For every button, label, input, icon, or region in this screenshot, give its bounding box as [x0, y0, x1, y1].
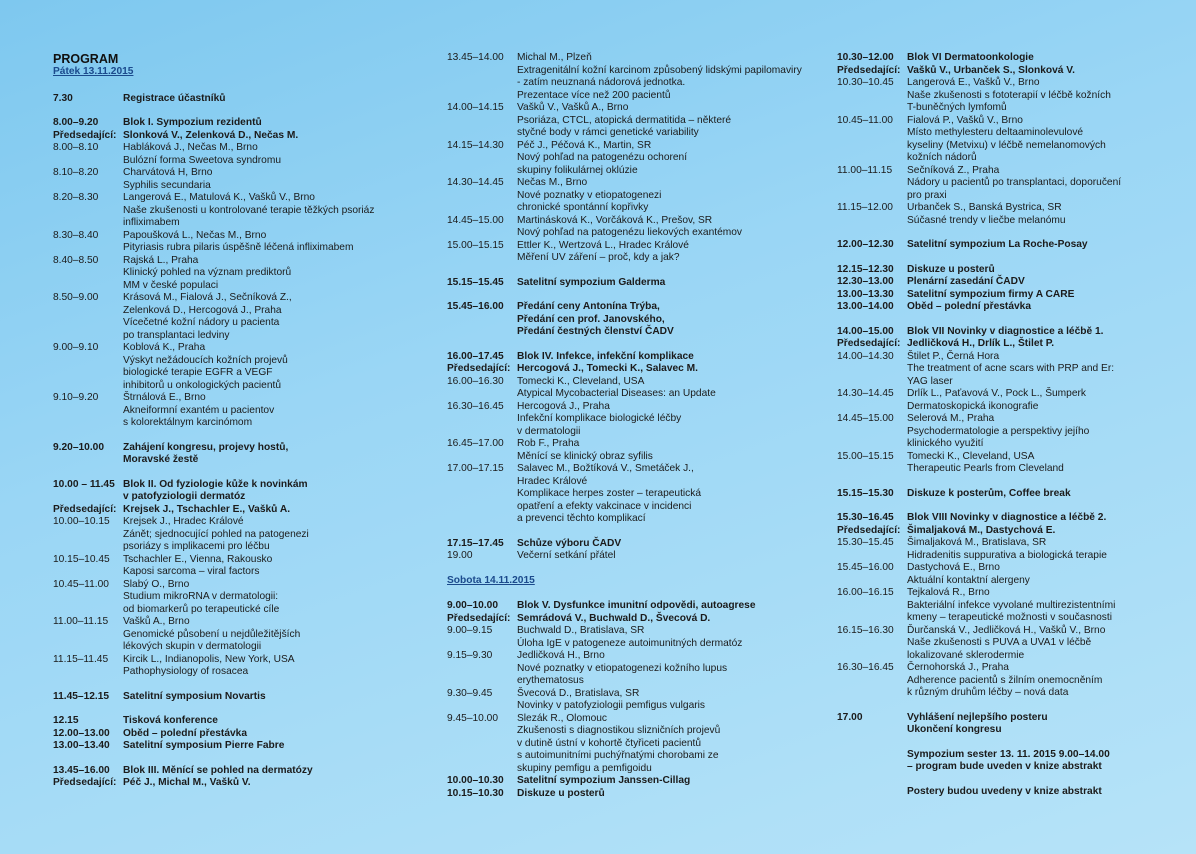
entry-time: 10.00 – 11.45 [53, 478, 115, 490]
entry-time: 16.00–17.45 [447, 350, 504, 362]
entry-description: Satelitní sympozium Galderma [517, 276, 666, 288]
schedule-entry [447, 650, 807, 688]
spacer [447, 265, 807, 277]
entry-description: Vyhlášení nejlepšího posteru Ukončení kongresu [907, 711, 1048, 735]
program-column-1 [53, 52, 413, 790]
entry-description: Salavec M., Božtíková V., Smetáček J., Hradec Králové Komplikace herpes zoster – terapeutická opatření a efekty vakcinace v incidenci a prevenci těchto komplikací [517, 463, 702, 524]
entry-time: 9.30–9.45 [447, 687, 493, 699]
day-heading-friday: Pátek 13.11.2015 [53, 66, 134, 77]
schedule-entry [837, 562, 1196, 587]
entry-description: Krásová M., Fialová J., Sečníková Z., Zelenková D., Hercogová J., Praha Vícečetné kožní nádory u pacienta po transplantaci ledviny [123, 292, 292, 341]
entry-time: 13.45–14.00 [447, 52, 504, 63]
schedule-entry [837, 413, 1196, 451]
schedule-entry [837, 289, 1196, 302]
spacer [447, 289, 807, 301]
entry-time: 12.00–13.00 [53, 727, 110, 739]
entry-description: Habláková J., Nečas M., Brno Bulózní forma Sweetova syndromu [123, 142, 281, 166]
schedule-entry [53, 777, 413, 790]
entry-time: 14.00–14.15 [447, 102, 504, 113]
schedule-entry [447, 401, 807, 439]
entry-time: 14.15–14.30 [447, 139, 504, 151]
entry-description: Selerová M., Praha Psychodermatologie a perspektivy jejího klinického využití [907, 413, 1090, 449]
entry-description: Vašků V., Vašků A., Brno Psoriáza, CTCL, atopická dermatitida – některé styčné body v rámci genetické variability [517, 102, 732, 138]
entry-description: Tejkalová R., Brno Bakteriální infekce vyvolané multirezistentními kmeny – terapeutické možnosti v současnosti [907, 587, 1116, 623]
entry-time: 14.45–15.00 [837, 413, 894, 424]
entry-time: 15.00–15.15 [447, 239, 504, 251]
entry-time: 9.00–9.15 [447, 625, 493, 636]
spacer [837, 774, 1196, 786]
entry-description: Štrnálová E., Brno Akneiformní exantém u pacientov s kolorektálnym karcinómom [123, 392, 275, 428]
spacer [447, 563, 807, 575]
spacer [53, 105, 413, 117]
entry-description: Krejsek J., Tschachler E., Vašků A. [123, 503, 291, 515]
schedule-entry [837, 512, 1196, 525]
schedule-entry [837, 326, 1196, 339]
entry-time: Předsedající: [53, 777, 117, 788]
schedule-entry [447, 215, 807, 240]
spacer [837, 314, 1196, 326]
schedule-entry [447, 363, 807, 376]
entry-time: 12.00–12.30 [837, 239, 894, 250]
schedule-entry [837, 301, 1196, 314]
schedule-entry [447, 177, 807, 215]
schedule-entry [447, 613, 807, 626]
schedule-entry [53, 192, 413, 230]
entry-time: 7.30 [53, 92, 73, 104]
entry-time: Předsedající: [837, 338, 901, 349]
schedule-entry [447, 277, 807, 290]
entry-time: Předsedající: [53, 129, 117, 141]
entry-time: 12.30–13.00 [837, 276, 894, 287]
schedule-entry [53, 554, 413, 579]
program-column-2 [447, 52, 807, 800]
entry-description: Slonková V., Zelenková D., Nečas M. [123, 129, 299, 141]
schedule-entry [53, 715, 413, 728]
entry-description: Nečas M., Brno Nové poznatky v etiopatogenezi chronické spontánní kopřivky [517, 177, 662, 213]
entry-description: Martinásková K., Vorčáková K., Prešov, SR Nový pohľad na patogenézu liekových exantémov [517, 214, 742, 238]
entry-description: Jedličková H., Brno Nové poznatky v etiopatogenezi kožního lupus erythematosus [517, 650, 728, 686]
entry-time: Předsedající: [447, 612, 511, 624]
schedule-entry [53, 579, 413, 617]
schedule-entry [837, 239, 1196, 252]
schedule-entry [447, 463, 807, 526]
entry-time: 8.00–8.10 [53, 142, 99, 153]
schedule-entry [447, 713, 807, 776]
schedule-entry [837, 587, 1196, 625]
schedule-entry [447, 301, 807, 339]
schedule-entry [53, 442, 413, 467]
entry-description: Štilet P., Černá Hora The treatment of acne scars with PRP and Er: YAG laser [907, 350, 1115, 387]
entry-time: 11.00–11.15 [53, 616, 109, 627]
schedule-entry [53, 479, 413, 504]
entry-description: Večerní setkání přátel [517, 550, 616, 561]
entry-description: Jedličková H., Drlík L., Štilet P. [907, 338, 1055, 349]
schedule-entry [53, 142, 413, 167]
schedule-entry [447, 538, 807, 551]
entry-time: 17.15–17.45 [447, 537, 504, 549]
entry-description: Koblová K., Praha Výskyt nežádoucích kožních projevů biologické terapie EGFR a VEGF inhibitorů u onkologických pacientů [123, 342, 288, 391]
entry-time: Předsedající: [837, 524, 901, 536]
schedule-entry [53, 616, 413, 654]
entry-description: Postery budou uvedeny v knize abstrakt [907, 785, 1102, 797]
schedule-entry [447, 351, 807, 364]
entry-description: Blok I. Sympozium rezidentů [123, 117, 262, 128]
schedule-entry [447, 625, 807, 650]
schedule-entry [447, 140, 807, 178]
entry-time: 15.45–16.00 [447, 301, 504, 312]
schedule-entry [53, 654, 413, 679]
schedule-entry [837, 115, 1196, 165]
entry-time: 9.10–9.20 [53, 392, 99, 403]
entry-description: Vašků V., Urbanček S., Slonková V. [907, 64, 1075, 76]
schedule-entry [837, 786, 1196, 799]
entry-description: Blok VII Novinky v diagnostice a léčbě 1. [907, 325, 1104, 337]
entry-time: 15.30–16.45 [837, 512, 894, 523]
entry-time: 19.00 [447, 550, 473, 561]
entry-description: Šimaljaková M., Dastychová E. [907, 524, 1056, 536]
entry-time: 16.45–17.00 [447, 438, 504, 449]
entry-description: Dastychová E., Brno Aktuální kontaktní alergeny [907, 562, 1030, 586]
schedule-entry [837, 276, 1196, 289]
entry-description: Černohorská J., Praha Adherence pacientů s žilním onemocněním k různým druhům léčby – nová data [907, 662, 1103, 698]
entry-description: Urbanček S., Banská Bystrica, SR Súčasné trendy v liečbe melanómu [907, 202, 1066, 226]
spacer [53, 753, 413, 765]
entry-time: 8.00–9.20 [53, 117, 99, 128]
schedule-entry [837, 52, 1196, 65]
entry-time: 10.00–10.30 [447, 775, 504, 786]
entry-time: 10.15–10.45 [53, 553, 110, 565]
entry-description: Satelitní sympozium La Roche-Posay [907, 239, 1088, 250]
entry-time: 8.40–8.50 [53, 254, 99, 266]
spacer [53, 679, 413, 691]
entry-time: 10.45–11.00 [837, 114, 893, 126]
entry-time: 9.15–9.30 [447, 650, 493, 661]
entry-time: 13.45–16.00 [53, 764, 110, 776]
entry-time: 10.15–10.30 [447, 787, 504, 799]
entry-description: Blok III. Měnící se pohled na dermatózy [123, 764, 313, 776]
entry-description: Rajská L., Praha Klinický pohled na význam prediktorů MM v české populaci [123, 254, 292, 291]
entry-description: Šimaljaková M., Bratislava, SR Hidradenitis suppurativa a biologická terapie [907, 537, 1107, 561]
entry-time: 13.00–13.30 [837, 288, 894, 300]
schedule-entry [837, 77, 1196, 115]
entry-time: 8.10–8.20 [53, 167, 99, 178]
entry-description: Drlík L., Paťavová V., Pock L., Šumperk Dermatoskopická ikonografie [907, 388, 1086, 412]
entry-description: Předání ceny Antonína Trýba, Předání cen prof. Janovského, Předání čestných členství ČADV [517, 301, 674, 337]
program-column-3 [837, 52, 1196, 798]
entry-time: Předsedající: [447, 363, 511, 374]
entry-description: Hercogová J., Tomecki K., Salavec M. [517, 363, 698, 374]
spacer [447, 526, 807, 538]
entry-description: Michal M., Plzeň Extragenitální kožní karcinom způsobený lidskými papilomaviry - zatím neuznaná nádorová jednotka. Prezentace více než 200 pacientů [517, 52, 802, 101]
schedule-entry [837, 662, 1196, 700]
entry-description: Diskuze u posterů [907, 263, 995, 275]
schedule-entry [447, 788, 807, 801]
spacer [837, 252, 1196, 264]
schedule-entry [837, 712, 1196, 737]
entry-time: 16.15–16.30 [837, 624, 894, 636]
entry-time: 15.15–15.45 [447, 276, 504, 288]
entry-description: Švecová D., Bratislava, SR Novinky v patofyziologii pemfigus vulgaris [517, 687, 705, 711]
entry-time: 16.30–16.45 [837, 662, 894, 673]
entry-description: Blok VIII Novinky v diagnostice a léčbě 2. [907, 512, 1107, 523]
entry-description: Tschachler E., Vienna, Rakousko Kaposi sarcoma – viral factors [123, 553, 273, 577]
entry-time: 14.45–15.00 [447, 214, 504, 226]
entry-description: Péč J., Michal M., Vašků V. [123, 777, 251, 788]
schedule-entry [53, 130, 413, 143]
schedule-entry [53, 117, 413, 130]
schedule-entry [447, 240, 807, 265]
day-heading-saturday: Sobota 14.11.2015 [447, 574, 535, 586]
schedule-entry [837, 351, 1196, 389]
schedule-entry [53, 504, 413, 517]
schedule-entry [53, 765, 413, 778]
entry-description: Blok V. Dysfunkce imunitní odpovědi, autoagrese [517, 600, 756, 611]
entry-description: Langerová E., Matulová K., Vašků V., Brno Naše zkušenosti u kontrolované terapie těžkých psoriáz infliximabem [123, 192, 375, 228]
entry-description: Satelitní symposium Novartis [123, 690, 266, 702]
entry-time: 11.45–12.15 [53, 690, 110, 702]
entry-time: 14.30–14.45 [447, 177, 504, 188]
entry-time: 10.00–10.15 [53, 516, 110, 527]
spacer [447, 339, 807, 351]
schedule-entry [53, 342, 413, 392]
schedule-entry [447, 376, 807, 401]
entry-time: 8.20–8.30 [53, 192, 99, 203]
entry-time: 9.00–9.10 [53, 342, 99, 353]
entry-time: 11.00–11.15 [837, 164, 893, 176]
entry-time: 15.30–15.45 [837, 537, 894, 548]
schedule-entry [447, 688, 807, 713]
schedule-entry [53, 93, 413, 106]
entry-description: Péč J., Péčová K., Martin, SR Nový pohľad na patogenézu ochorení skupiny folikulárnej oklúzie [517, 139, 688, 176]
schedule-entry [837, 264, 1196, 277]
entry-time: 13.00–13.40 [53, 740, 110, 751]
schedule-entry [837, 525, 1196, 538]
entry-time: 11.15–12.00 [837, 202, 893, 213]
entry-time: 14.00–15.00 [837, 325, 894, 337]
entry-time: 15.00–15.15 [837, 450, 894, 462]
schedule-entry [53, 230, 413, 255]
entry-description: Satelitní symposium Pierre Fabre [123, 740, 285, 751]
schedule-entry [53, 728, 413, 741]
entry-description: Charvátová H, Brno Syphilis secundaria [123, 167, 213, 191]
schedule-list-saturday-morning [447, 600, 807, 800]
schedule-entry [447, 600, 807, 613]
entry-time: 16.30–16.45 [447, 400, 504, 412]
schedule-entry [447, 775, 807, 788]
spacer [837, 500, 1196, 512]
entry-description: Schůze výboru ČADV [517, 537, 622, 549]
schedule-entry [837, 338, 1196, 351]
schedule-entry [447, 550, 807, 563]
entry-time [837, 786, 907, 799]
entry-description: Sympozium sester 13. 11. 2015 9.00–14.00 – program bude uveden v knize abstrakt [907, 748, 1110, 772]
entry-time: 16.00–16.30 [447, 375, 504, 387]
entry-time: 13.00–14.00 [837, 301, 894, 312]
schedule-entry [447, 102, 807, 140]
entry-time: 8.30–8.40 [53, 229, 99, 241]
schedule-list-friday-afternoon [447, 52, 807, 575]
entry-time: 17.00–17.15 [447, 463, 504, 474]
entry-time: 10.30–10.45 [837, 77, 894, 88]
schedule-list-friday-morning [53, 93, 413, 790]
entry-time: 17.00 [837, 711, 863, 723]
schedule-entry [837, 165, 1196, 203]
entry-description: Rob F., Praha Měnící se klinický obraz syfilis [517, 438, 653, 462]
entry-description: Registrace účastníků [123, 92, 226, 104]
schedule-entry [53, 392, 413, 430]
spacer [53, 467, 413, 479]
entry-description: Oběd – polední přestávka [907, 301, 1031, 312]
schedule-entry [447, 438, 807, 463]
entry-description: Slabý O., Brno Studium mikroRNA v dermatologii: od biomarkerů po terapeutické cíle [123, 578, 280, 615]
entry-time: 9.45–10.00 [447, 712, 498, 724]
entry-description: Zahájení kongresu, projevy hostů, Moravské žestě [123, 441, 289, 465]
entry-description: Buchwald D., Bratislava, SR Úloha IgE v patogeneze autoimunitných dermatóz [517, 625, 743, 649]
schedule-entry [837, 451, 1196, 476]
entry-description: Sečníková Z., Praha Nádory u pacientů po transplantaci, doporučení pro praxi [907, 164, 1122, 201]
entry-time: Předsedající: [53, 503, 117, 515]
entry-time: 10.45–11.00 [53, 578, 109, 590]
entry-time: 15.45–16.00 [837, 562, 894, 573]
entry-time: Předsedající: [837, 64, 901, 76]
schedule-entry [53, 255, 413, 293]
entry-description: Oběd – polední přestávka [123, 727, 247, 739]
schedule-entry [837, 749, 1196, 774]
schedule-entry [837, 65, 1196, 78]
program-title: PROGRAM [53, 52, 119, 66]
entry-time: 12.15–12.30 [837, 263, 894, 275]
entry-description: Blok II. Od fyziologie kůže k novinkám v patofyziologii dermatóz [123, 478, 308, 502]
schedule-entry [837, 202, 1196, 227]
schedule-entry [53, 740, 413, 753]
entry-time: 10.30–12.00 [837, 52, 894, 63]
entry-description: Vašků A., Brno Genomické působení u nejdůležitějších lékových skupin v dermatologii [123, 616, 301, 652]
schedule-entry [837, 625, 1196, 663]
entry-description: Tomecki K., Cleveland, USA Therapeutic Pearls from Cleveland [907, 450, 1064, 474]
entry-description: Ettler K., Wertzová L., Hradec Králové Měření UV záření – proč, kdy a jak? [517, 239, 689, 263]
entry-time: 9.20–10.00 [53, 441, 104, 453]
spacer [53, 430, 413, 442]
schedule-list-saturday-late [837, 52, 1196, 798]
entry-description: Ďurčanská V., Jedličková H., Vašků V., Brno Naše zkušenosti s PUVA a UVA1 v léčbě lokalizované sklerodermie [907, 624, 1106, 661]
schedule-entry [53, 691, 413, 704]
entry-description: Tisková konference [123, 715, 218, 726]
entry-description: Diskuze k posterům, Coffee break [907, 487, 1071, 499]
spacer [837, 476, 1196, 488]
spacer [837, 700, 1196, 712]
schedule-entry [837, 488, 1196, 501]
schedule-entry [837, 537, 1196, 562]
entry-description: Blok VI Dermatoonkologie [907, 52, 1034, 63]
entry-time: 8.50–9.00 [53, 292, 99, 303]
entry-time: 12.15 [53, 715, 79, 726]
entry-description: Kircik L., Indianopolis, New York, USA Pathophysiology of rosacea [123, 653, 295, 677]
schedule-entry [447, 52, 807, 102]
schedule-entry [53, 516, 413, 554]
entry-time: 15.15–15.30 [837, 487, 894, 499]
entry-description: Slezák R., Olomouc Zkušenosti s diagnostikou slizničních projevů v dutině ústní v kohortě čtyřiceti pacientů s autoimunitními puchýřnatými chorobami ze skupiny pemfigu a pemfigoidu [517, 712, 721, 774]
entry-description: Diskuze u posterů [517, 787, 605, 799]
spacer [53, 703, 413, 715]
entry-description: Satelitní sympozium firmy A CARE [907, 288, 1075, 300]
entry-description: Tomecki K., Cleveland, USA Atypical Mycobacterial Diseases: an Update [517, 375, 716, 399]
entry-description: Blok IV. Infekce, infekční komplikace [517, 350, 694, 362]
spacer [837, 737, 1196, 749]
entry-description: Papoušková L., Nečas M., Brno Pityriasis rubra pilaris úspěšně léčená infliximabem [123, 229, 354, 253]
schedule-entry [837, 388, 1196, 413]
schedule-entry [53, 167, 413, 192]
entry-time [837, 749, 907, 774]
entry-time: 16.00–16.15 [837, 587, 894, 598]
entry-description: Fialová P., Vašků V., Brno Místo methylesteru deltaaminolevulové kyseliny (Metvixu) v léčbě nemelanomových kožních nádorů [907, 114, 1106, 163]
entry-description: Semrádová V., Buchwald D., Švecová D. [517, 612, 711, 624]
entry-description: Satelitní sympozium Janssen-Cillag [517, 775, 691, 786]
entry-description: Plenární zasedání ČADV [907, 276, 1025, 287]
entry-time: 9.00–10.00 [447, 600, 498, 611]
spacer [837, 227, 1196, 239]
entry-time: 14.00–14.30 [837, 350, 894, 362]
entry-description: Langerová E., Vašků V., Brno Naše zkušenosti s fototerapií v léčbě kožních T-buněčných lymfomů [907, 77, 1111, 113]
entry-description: Hercogová J., Praha Infekční komplikace biologické léčby v dermatologii [517, 400, 682, 437]
entry-time: 14.30–14.45 [837, 388, 894, 399]
entry-description: Krejsek J., Hradec Králové Zánět; sjednocující pohled na patogenezi psoriázy s implikacemi pro léčbu [123, 516, 309, 552]
schedule-entry [53, 292, 413, 342]
entry-time: 11.15–11.45 [53, 653, 109, 665]
